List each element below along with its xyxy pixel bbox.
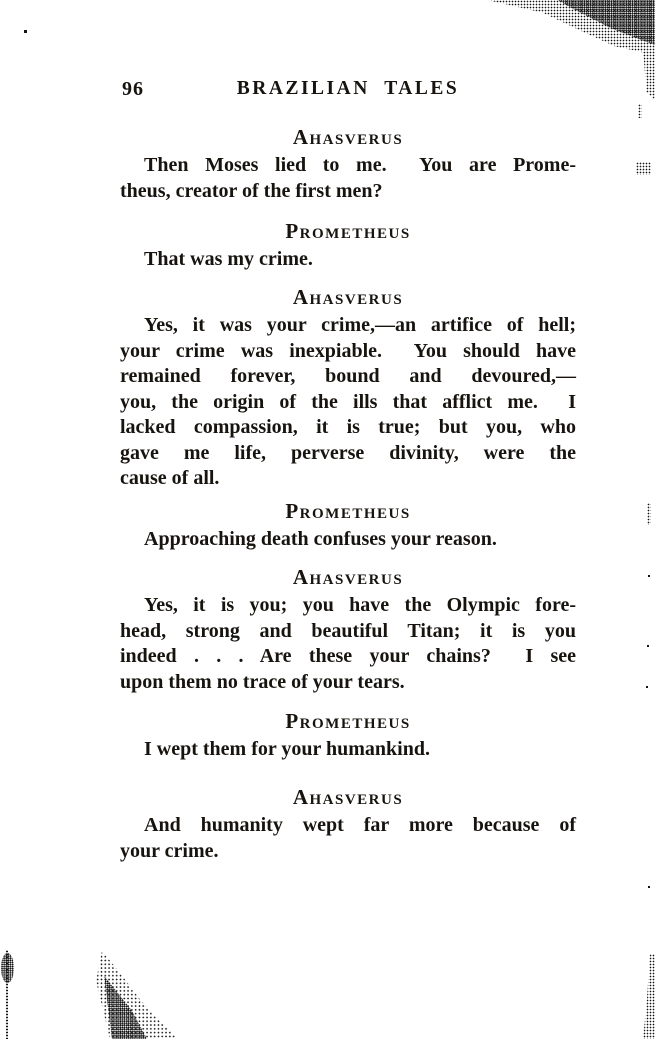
- dialogue-line: your crime was inexpiable. You should have: [120, 339, 576, 362]
- scan-speck: [648, 575, 650, 577]
- dialogue-line: Then Moses lied to me. You are Prome-: [144, 154, 576, 176]
- speaker-heading: Ahasverus: [292, 565, 404, 589]
- dialogue-paragraph: [120, 153, 576, 204]
- dialogue-line: cause of all.: [120, 467, 220, 489]
- scan-speck: [638, 104, 642, 118]
- dialogue-section: [120, 784, 576, 864]
- speaker-heading: Ahasverus: [292, 785, 404, 809]
- dialogue-paragraph: [120, 593, 576, 695]
- dialogue-line: indeed . . . Are these your chains? I see: [120, 645, 576, 667]
- dialogue-line: I wept them for your humankind.: [144, 738, 430, 760]
- dialogue-line: Approaching death confuses your reason.: [144, 528, 497, 550]
- speaker-heading: Ahasverus: [292, 285, 404, 309]
- running-title: BRAZILIAN TALES: [236, 78, 460, 99]
- speaker-heading: Prometheus: [285, 219, 411, 243]
- scan-speck: [24, 30, 27, 33]
- scan-artifact-left-edge-blob: [1, 953, 14, 983]
- speaker-heading: Ahasverus: [292, 125, 404, 149]
- speaker-heading: Prometheus: [285, 709, 411, 733]
- dialogue-line: you, the origin of the ills that afflict me. I: [120, 390, 576, 413]
- scan-artifact-bottom-right-edge: [643, 954, 655, 1039]
- dialogue-section: [120, 124, 576, 204]
- dialogue-line: And humanity wept far more because of: [144, 814, 576, 836]
- dialogue-paragraph: [120, 247, 576, 273]
- dialogue-line: That was my crime.: [144, 248, 313, 270]
- dialogue-paragraph: [120, 527, 576, 553]
- dialogue-line: lacked compassion, it is true; but you, who: [120, 416, 576, 438]
- dialogue-line: your crime.: [120, 839, 219, 862]
- dialogue-line: Yes, it was your crime,—an artifice of hell;: [144, 314, 576, 336]
- page-header: [120, 76, 576, 102]
- dialogue-paragraph: [120, 737, 576, 763]
- dialogue-line: theus, creator of the first men?: [120, 179, 383, 202]
- dialogue-paragraph: [120, 813, 576, 864]
- dialogue-paragraph: [120, 313, 576, 492]
- scan-speck: [648, 886, 650, 888]
- dialogue-line: remained forever, bound and devoured,—: [120, 365, 576, 387]
- dialogue-line: upon them no trace of your tears.: [120, 670, 405, 693]
- scan-speck: [647, 503, 651, 525]
- dialogue-section: [120, 218, 576, 273]
- page-number: 96: [122, 78, 144, 100]
- scan-speck: [636, 162, 651, 175]
- dialogue-section: [120, 498, 576, 553]
- scan-speck: [646, 686, 648, 688]
- dialogue-section: [120, 708, 576, 763]
- dialogue-line: head, strong and beautiful Titan; it is you: [120, 619, 576, 642]
- dialogue-line: gave me life, perverse divinity, were the: [120, 441, 576, 464]
- dialogue-line: Yes, it is you; you have the Olympic fore-: [144, 594, 576, 616]
- dialogue-section: [120, 564, 576, 695]
- dialogue-section: [120, 284, 576, 492]
- speaker-heading: Prometheus: [285, 499, 411, 523]
- scan-speck: [647, 645, 649, 647]
